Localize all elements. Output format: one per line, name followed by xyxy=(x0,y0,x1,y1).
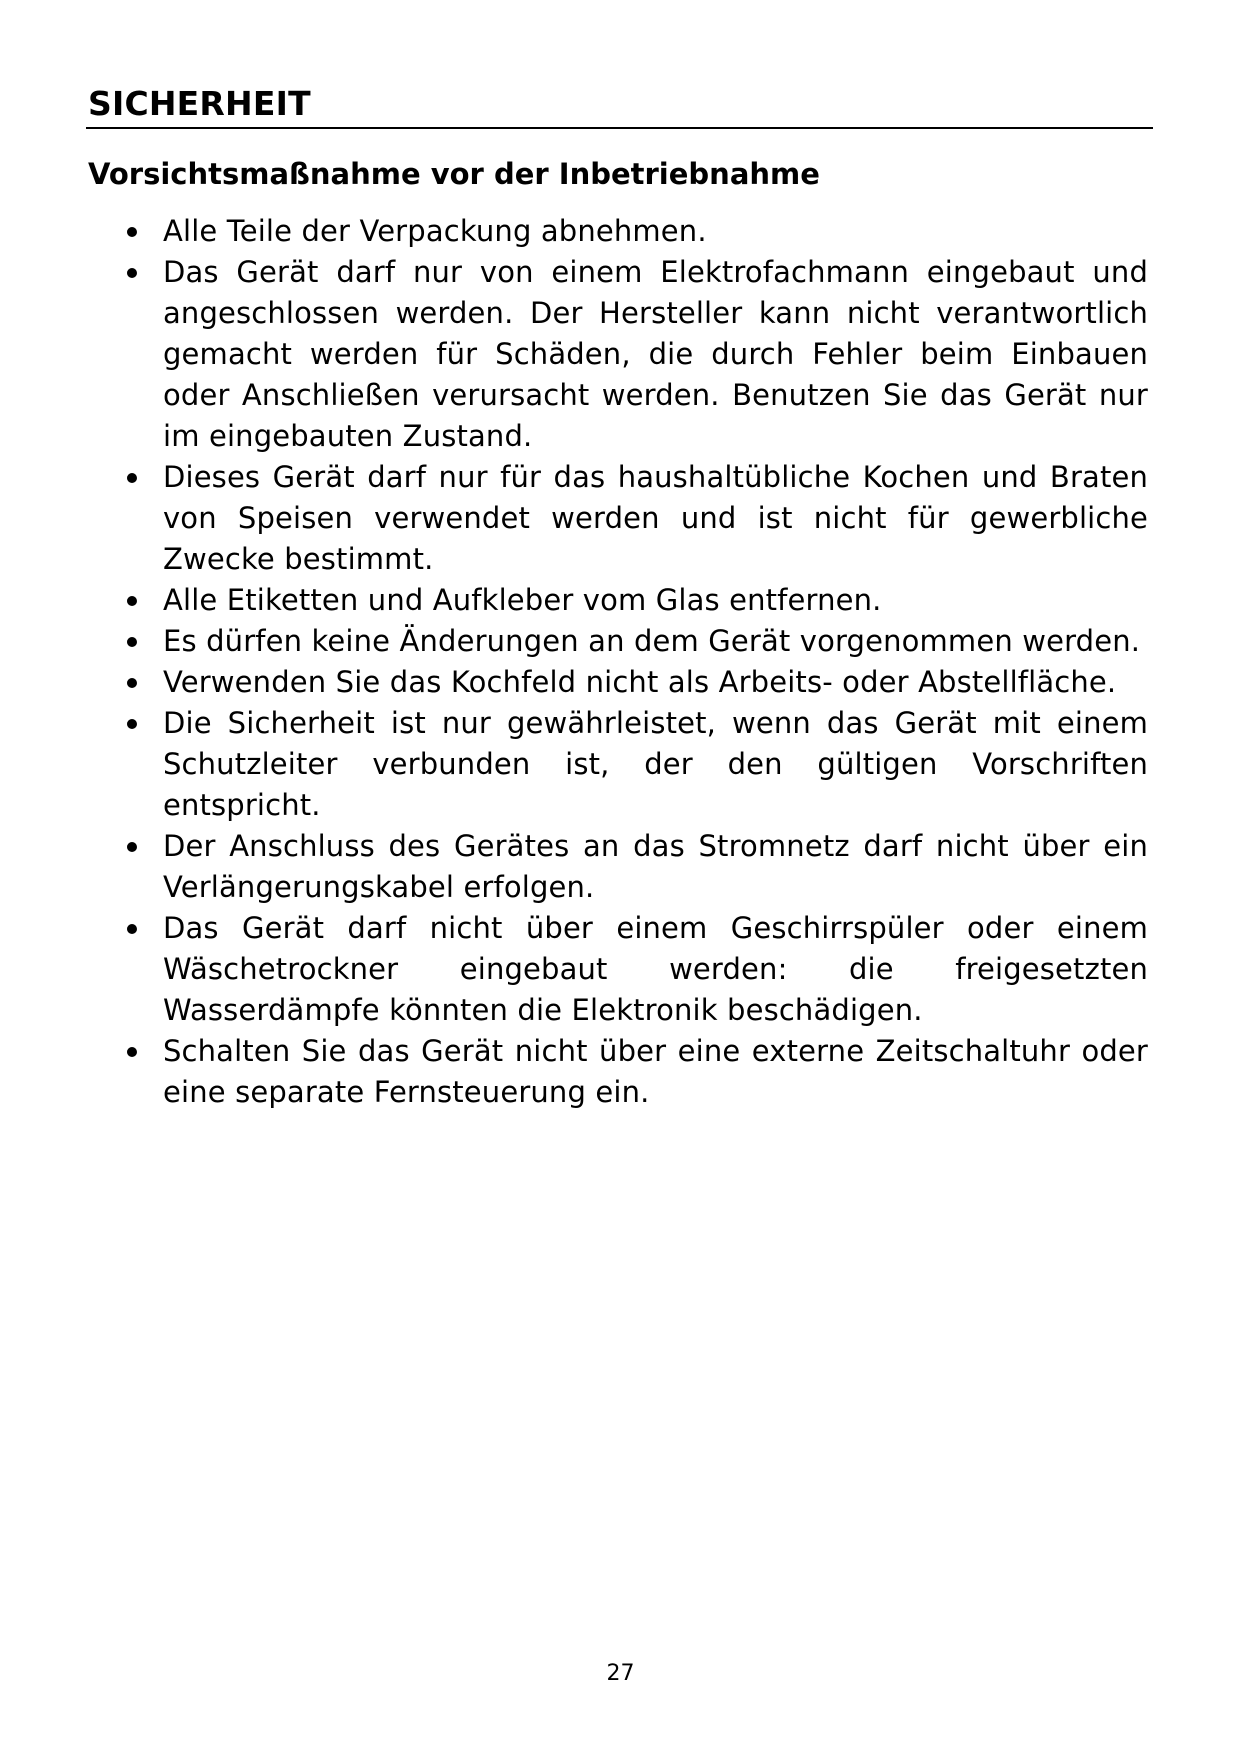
list-item-text: Alle Teile der Verpackung abnehmen. xyxy=(163,214,707,248)
list-item xyxy=(124,908,1148,1031)
list-item-text: Das Gerät darf nicht über einem Geschirrspüler oder einem Wäschetrockner eingebaut werden: die freigesetzten Wasserdämpfe könnten die Elektronik beschädigen. xyxy=(163,911,1148,1027)
bullet-icon xyxy=(127,268,137,278)
list-item-text: Die Sicherheit ist nur gewährleistet, wenn das Gerät mit einem Schutzleiter verbunden ist, der den gültigen Vorschriften entspricht. xyxy=(163,706,1148,822)
list-item xyxy=(124,826,1148,908)
list-item-text: Das Gerät darf nur von einem Elektrofachmann eingebaut und angeschlossen werden. Der Hersteller kann nicht verantwortlich gemacht werden für Schäden, die durch Fehler beim Einbauen oder Anschließen verursacht werden. Benutzen Sie das Gerät nur im eingebauten Zustand. xyxy=(163,255,1148,453)
list-item-text: Dieses Gerät darf nur für das haushaltübliche Kochen und Braten von Speisen verwendet werden und ist nicht für gewerbliche Zwecke bestimmt. xyxy=(163,460,1148,576)
bullet-icon xyxy=(127,842,137,852)
bullet-icon xyxy=(127,637,137,647)
bullet-icon xyxy=(127,227,137,237)
list-item xyxy=(124,1031,1148,1113)
safety-instructions-list xyxy=(124,211,1148,1113)
list-item xyxy=(124,662,1148,703)
list-item-text: Schalten Sie das Gerät nicht über eine externe Zeitschaltuhr oder eine separate Fernsteuerung ein. xyxy=(163,1034,1148,1109)
bullet-icon xyxy=(127,473,137,483)
list-item xyxy=(124,252,1148,457)
bullet-icon xyxy=(127,719,137,729)
list-item xyxy=(124,703,1148,826)
section-title: SICHERHEIT xyxy=(88,84,311,123)
list-item xyxy=(124,457,1148,580)
list-item xyxy=(124,621,1148,662)
list-item-text: Der Anschluss des Gerätes an das Stromnetz darf nicht über ein Verlängerungskabel erfolgen. xyxy=(163,829,1148,904)
bullet-icon xyxy=(127,596,137,606)
list-item-text: Verwenden Sie das Kochfeld nicht als Arbeits- oder Abstellfläche. xyxy=(163,665,1117,699)
list-item-text: Alle Etiketten und Aufkleber vom Glas entfernen. xyxy=(163,583,882,617)
page-number: 27 xyxy=(606,1661,635,1686)
list-item-text: Es dürfen keine Änderungen an dem Gerät vorgenommen werden. xyxy=(163,624,1141,658)
heading-underline xyxy=(86,127,1153,129)
bullet-icon xyxy=(127,924,137,934)
bullet-icon xyxy=(127,678,137,688)
list-item xyxy=(124,580,1148,621)
section-subtitle: Vorsichtsmaßnahme vor der Inbetriebnahme xyxy=(88,157,820,191)
bullet-icon xyxy=(127,1047,137,1057)
list-item xyxy=(124,211,1148,252)
